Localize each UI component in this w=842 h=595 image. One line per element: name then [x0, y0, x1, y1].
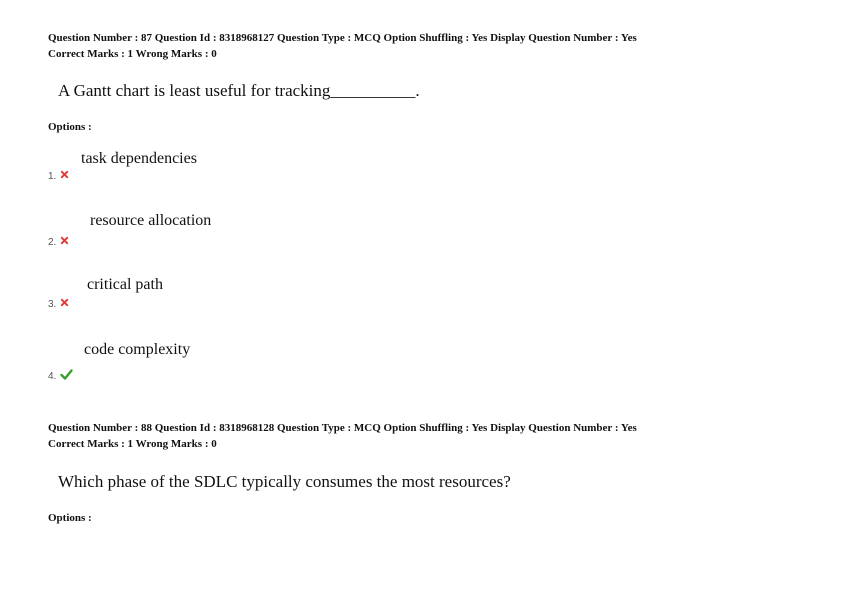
option-4-marker [48, 369, 73, 383]
question-87-options-label: Options : [48, 121, 92, 133]
option-1-marker [48, 170, 69, 182]
cross-icon [60, 236, 69, 248]
cross-icon [60, 170, 69, 182]
question-88-meta-line2: Correct Marks : 1 Wrong Marks : 0 [48, 438, 217, 450]
option-4-text: code complexity [84, 341, 191, 358]
option-2-marker [48, 236, 69, 248]
option-1-text: task dependencies [81, 150, 197, 167]
option-2-number: 2. [48, 236, 57, 248]
option-2-text: resource allocation [90, 212, 212, 229]
option-3-marker [48, 298, 69, 310]
question-87-meta-line2: Correct Marks : 1 Wrong Marks : 0 [48, 48, 217, 60]
option-4-number: 4. [48, 370, 57, 382]
question-88-options-label: Options : [48, 512, 92, 524]
option-3-text: critical path [87, 276, 163, 293]
option-1-number: 1. [48, 170, 57, 182]
question-88-meta-line1: Question Number : 88 Question Id : 8318968128 Question Type : MCQ Option Shuffling : Yes Display Question Number : Yes [48, 422, 637, 434]
option-3-number: 3. [48, 298, 57, 310]
question-88-text: Which phase of the SDLC typically consumes the most resources? [58, 472, 511, 491]
cross-icon [60, 298, 69, 310]
question-87-meta-line1: Question Number : 87 Question Id : 8318968127 Question Type : MCQ Option Shuffling : Yes Display Question Number : Yes [48, 32, 637, 44]
question-87-text: A Gantt chart is least useful for tracking__________. [58, 81, 420, 100]
check-icon [60, 369, 73, 383]
